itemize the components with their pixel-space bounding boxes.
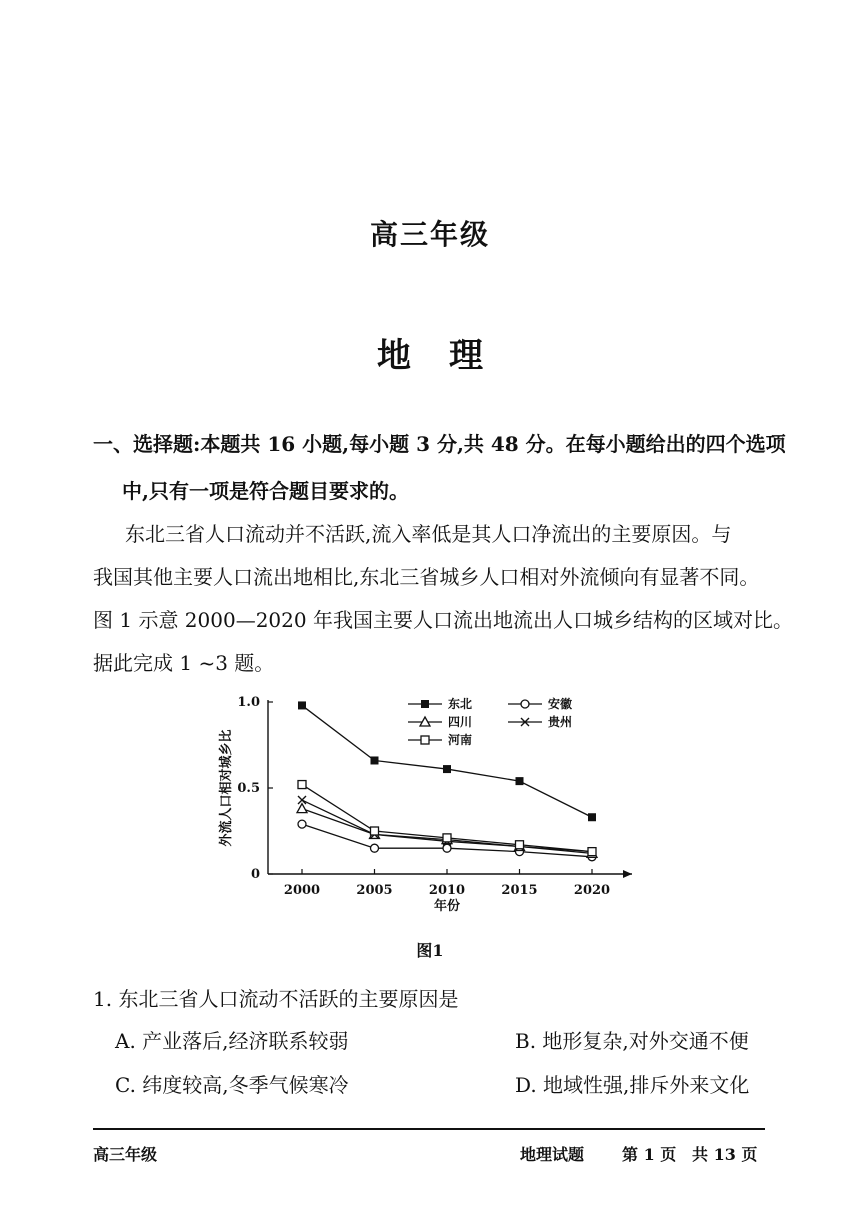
data-point-open-square bbox=[516, 841, 524, 849]
x-tick-label: 2010 bbox=[428, 883, 466, 898]
y-tick-label: 1.0 bbox=[237, 695, 260, 710]
line-chart bbox=[200, 680, 660, 925]
chart-svg bbox=[200, 680, 660, 925]
data-point-circle bbox=[443, 844, 451, 852]
section-instruction-line1: 一、选择题:本题共 16 小题,每小题 3 分,共 48 分。在每小题给出的四个选项 bbox=[93, 432, 786, 456]
data-point-filled-square bbox=[298, 701, 306, 709]
data-point-circle bbox=[521, 700, 529, 708]
y-axis-label: 外流人口相对城乡比 bbox=[219, 729, 234, 847]
legend-label: 河南 bbox=[448, 733, 473, 747]
x-axis-arrow-icon bbox=[623, 870, 632, 878]
legend-label: 四川 bbox=[448, 715, 473, 729]
section-instruction-line2: 中,只有一项是符合题目要求的。 bbox=[122, 479, 409, 503]
x-tick-label: 2015 bbox=[501, 883, 538, 898]
option-d[interactable]: D. 地域性强,排斥外来文化 bbox=[515, 1073, 750, 1097]
legend-item bbox=[408, 696, 472, 711]
footer-divider bbox=[93, 1128, 765, 1130]
legend-item bbox=[508, 696, 572, 711]
passage-line-3: 图 1 示意 2000—2020 年我国主要人口流出地流出人口城乡结构的区域对比。 bbox=[93, 608, 793, 632]
y-tick-label: 0 bbox=[250, 867, 260, 882]
data-point-circle bbox=[298, 820, 306, 828]
option-a[interactable]: A. 产业落后,经济联系较弱 bbox=[115, 1029, 349, 1053]
legend-label: 东北 bbox=[448, 697, 473, 711]
legend-item bbox=[408, 715, 472, 729]
question-stem: 1. 东北三省人口流动不活跃的主要原因是 bbox=[93, 987, 459, 1011]
grade-title: 高三年级 bbox=[369, 218, 490, 251]
data-point-triangle bbox=[297, 804, 307, 813]
option-c[interactable]: C. 纬度较高,冬季气候寒冷 bbox=[115, 1073, 349, 1097]
passage-line-2: 我国其他主要人口流出地相比,东北三省城乡人口相对外流倾向有显著不同。 bbox=[93, 565, 760, 589]
legend-label: 贵州 bbox=[548, 715, 573, 729]
passage-line-4: 据此完成 1 ~3 题。 bbox=[93, 651, 275, 675]
footer-page-number: 第 1 页 bbox=[622, 1145, 677, 1164]
data-point-filled-square bbox=[443, 765, 451, 773]
y-tick-label: 0.5 bbox=[237, 781, 260, 796]
data-point-open-square bbox=[421, 736, 429, 744]
x-tick-label: 2005 bbox=[356, 883, 393, 898]
chart-legend bbox=[408, 696, 572, 747]
footer-total-pages: 共 13 页 bbox=[692, 1145, 758, 1164]
x-tick-label: 2020 bbox=[573, 883, 611, 898]
data-point-open-square bbox=[371, 827, 379, 835]
footer-grade: 高三年级 bbox=[93, 1145, 158, 1164]
legend-label: 安徽 bbox=[548, 697, 573, 711]
data-point-open-square bbox=[588, 848, 596, 856]
passage-line-1: 东北三省人口流动并不活跃,流入率低是其人口净流出的主要原因。与 bbox=[125, 522, 732, 546]
data-point-filled-square bbox=[516, 777, 524, 785]
x-axis-label: 年份 bbox=[433, 899, 461, 914]
data-point-filled-square bbox=[371, 756, 379, 764]
data-point-open-square bbox=[298, 781, 306, 789]
figure-caption: 图1 bbox=[416, 941, 444, 960]
data-point-circle bbox=[371, 844, 379, 852]
option-b[interactable]: B. 地形复杂,对外交通不便 bbox=[515, 1029, 749, 1053]
legend-item bbox=[408, 732, 472, 747]
x-tick-label: 2000 bbox=[283, 883, 321, 898]
footer-subject: 地理试题 bbox=[520, 1145, 585, 1164]
data-point-filled-square bbox=[588, 813, 596, 821]
data-point-open-square bbox=[443, 834, 451, 842]
legend-item bbox=[508, 714, 572, 729]
subject-title: 地理 bbox=[377, 336, 521, 376]
data-point-filled-square bbox=[421, 700, 429, 708]
